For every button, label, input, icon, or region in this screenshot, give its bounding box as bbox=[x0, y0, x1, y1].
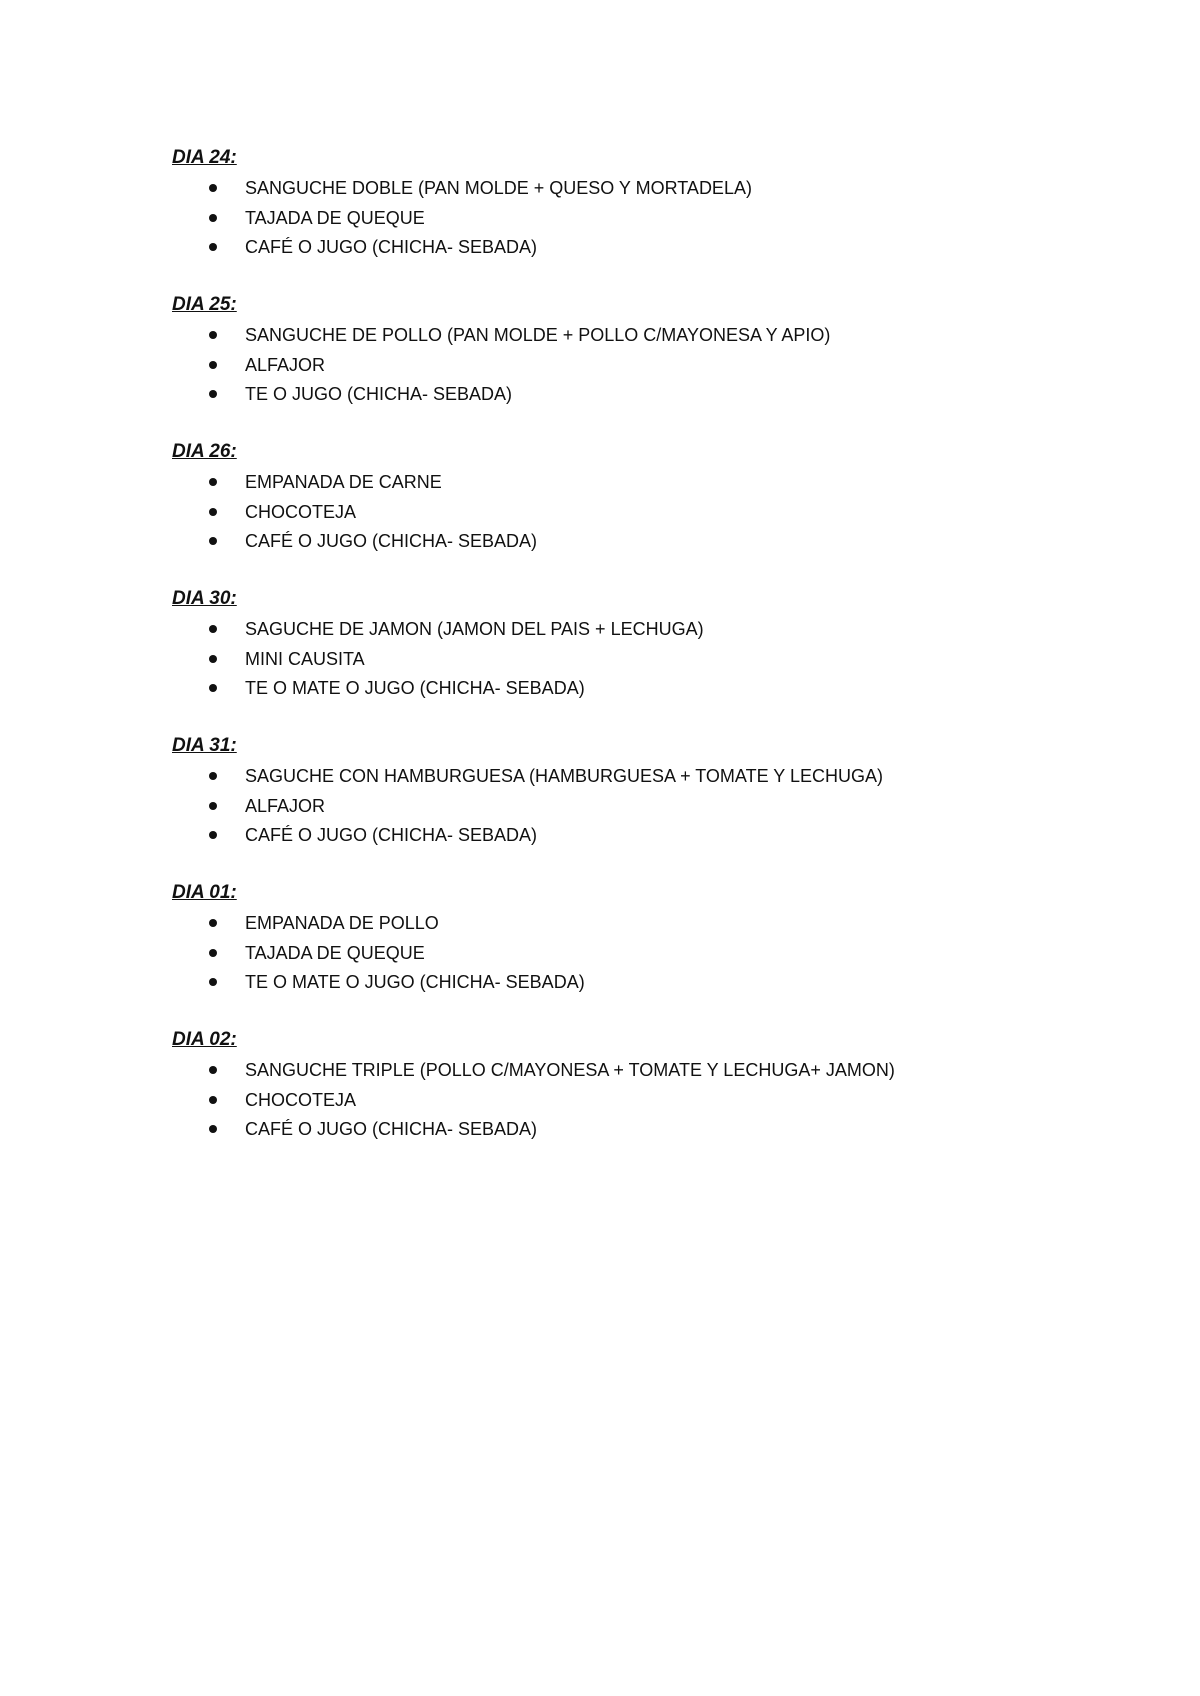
list-item bbox=[172, 470, 1072, 500]
list-item bbox=[172, 764, 1072, 794]
list-item bbox=[172, 323, 1072, 353]
list-item bbox=[172, 941, 1072, 971]
item-text: ALFAJOR bbox=[245, 354, 326, 375]
item-text: CHOCOTEJA bbox=[245, 501, 357, 522]
item-text: CHOCOTEJA bbox=[245, 1089, 357, 1110]
item-text: SANGUCHE DE POLLO (PAN MOLDE + POLLO C/MAYONESA Y APIO) bbox=[245, 325, 831, 345]
day-section bbox=[172, 440, 1072, 559]
list-item bbox=[172, 206, 1072, 236]
bullet-icon bbox=[209, 1096, 217, 1104]
list-item bbox=[172, 500, 1072, 530]
bullet-icon bbox=[209, 331, 217, 339]
item-text: MINI CAUSITA bbox=[245, 648, 365, 669]
bullet-icon bbox=[209, 978, 217, 986]
list-item bbox=[172, 176, 1072, 206]
bullet-icon bbox=[209, 390, 217, 398]
day-heading: DIA 02: bbox=[172, 1029, 237, 1050]
list-item bbox=[172, 235, 1072, 265]
item-text: SANGUCHE DOBLE (PAN MOLDE + QUESO Y MORTADELA) bbox=[245, 178, 752, 198]
day-section bbox=[172, 881, 1072, 1000]
item-text: TAJADA DE QUEQUE bbox=[245, 207, 425, 228]
bullet-icon bbox=[209, 508, 217, 516]
bullet-icon bbox=[209, 184, 217, 192]
day-section bbox=[172, 1028, 1072, 1147]
item-text: SANGUCHE TRIPLE (POLLO C/MAYONESA + TOMATE Y LECHUGA+ JAMON) bbox=[245, 1060, 895, 1080]
day-section bbox=[172, 734, 1072, 853]
menu-list bbox=[172, 323, 1072, 412]
bullet-icon bbox=[209, 831, 217, 839]
day-heading: DIA 26: bbox=[172, 441, 237, 462]
bullet-icon bbox=[209, 625, 217, 633]
item-text: ALFAJOR bbox=[245, 795, 326, 816]
day-section bbox=[172, 587, 1072, 706]
bullet-icon bbox=[209, 772, 217, 780]
list-item bbox=[172, 1117, 1072, 1147]
bullet-icon bbox=[209, 919, 217, 927]
day-heading: DIA 01: bbox=[172, 882, 237, 903]
item-text: EMPANADA DE POLLO bbox=[245, 913, 439, 933]
bullet-icon bbox=[209, 655, 217, 663]
day-heading: DIA 31: bbox=[172, 735, 237, 756]
item-text: TAJADA DE QUEQUE bbox=[245, 942, 425, 963]
item-text: SAGUCHE DE JAMON (JAMON DEL PAIS + LECHUGA) bbox=[245, 619, 704, 639]
list-item bbox=[172, 353, 1072, 383]
day-heading: DIA 30: bbox=[172, 588, 237, 609]
list-item bbox=[172, 382, 1072, 412]
item-text: TE O MATE O JUGO (CHICHA- SEBADA) bbox=[245, 678, 585, 698]
day-heading: DIA 25: bbox=[172, 294, 237, 315]
item-text: CAFÉ O JUGO (CHICHA- SEBADA) bbox=[245, 1119, 538, 1139]
menu-list bbox=[172, 176, 1072, 265]
bullet-icon bbox=[209, 1066, 217, 1074]
menu-list bbox=[172, 911, 1072, 1000]
menu-list bbox=[172, 470, 1072, 559]
bullet-icon bbox=[209, 537, 217, 545]
bullet-icon bbox=[209, 684, 217, 692]
menu-list bbox=[172, 617, 1072, 706]
list-item bbox=[172, 911, 1072, 941]
bullet-icon bbox=[209, 361, 217, 369]
item-text: TE O JUGO (CHICHA- SEBADA) bbox=[245, 384, 513, 404]
item-text: CAFÉ O JUGO (CHICHA- SEBADA) bbox=[245, 531, 538, 551]
item-text: TE O MATE O JUGO (CHICHA- SEBADA) bbox=[245, 972, 585, 992]
day-section bbox=[172, 293, 1072, 412]
item-text: EMPANADA DE CARNE bbox=[245, 472, 442, 492]
list-item bbox=[172, 676, 1072, 706]
bullet-icon bbox=[209, 243, 217, 251]
list-item bbox=[172, 647, 1072, 677]
menu-list bbox=[172, 1058, 1072, 1147]
list-item bbox=[172, 1088, 1072, 1118]
day-section bbox=[172, 146, 1072, 265]
bullet-icon bbox=[209, 478, 217, 486]
list-item bbox=[172, 970, 1072, 1000]
list-item bbox=[172, 823, 1072, 853]
list-item bbox=[172, 1058, 1072, 1088]
menu-list bbox=[172, 764, 1072, 853]
item-text: CAFÉ O JUGO (CHICHA- SEBADA) bbox=[245, 237, 538, 257]
bullet-icon bbox=[209, 1125, 217, 1133]
day-heading: DIA 24: bbox=[172, 147, 237, 168]
list-item bbox=[172, 794, 1072, 824]
bullet-icon bbox=[209, 949, 217, 957]
bullet-icon bbox=[209, 214, 217, 222]
list-item bbox=[172, 617, 1072, 647]
list-item bbox=[172, 529, 1072, 559]
item-text: SAGUCHE CON HAMBURGUESA (HAMBURGUESA + TOMATE Y LECHUGA) bbox=[245, 766, 883, 786]
item-text: CAFÉ O JUGO (CHICHA- SEBADA) bbox=[245, 825, 538, 845]
bullet-icon bbox=[209, 802, 217, 810]
